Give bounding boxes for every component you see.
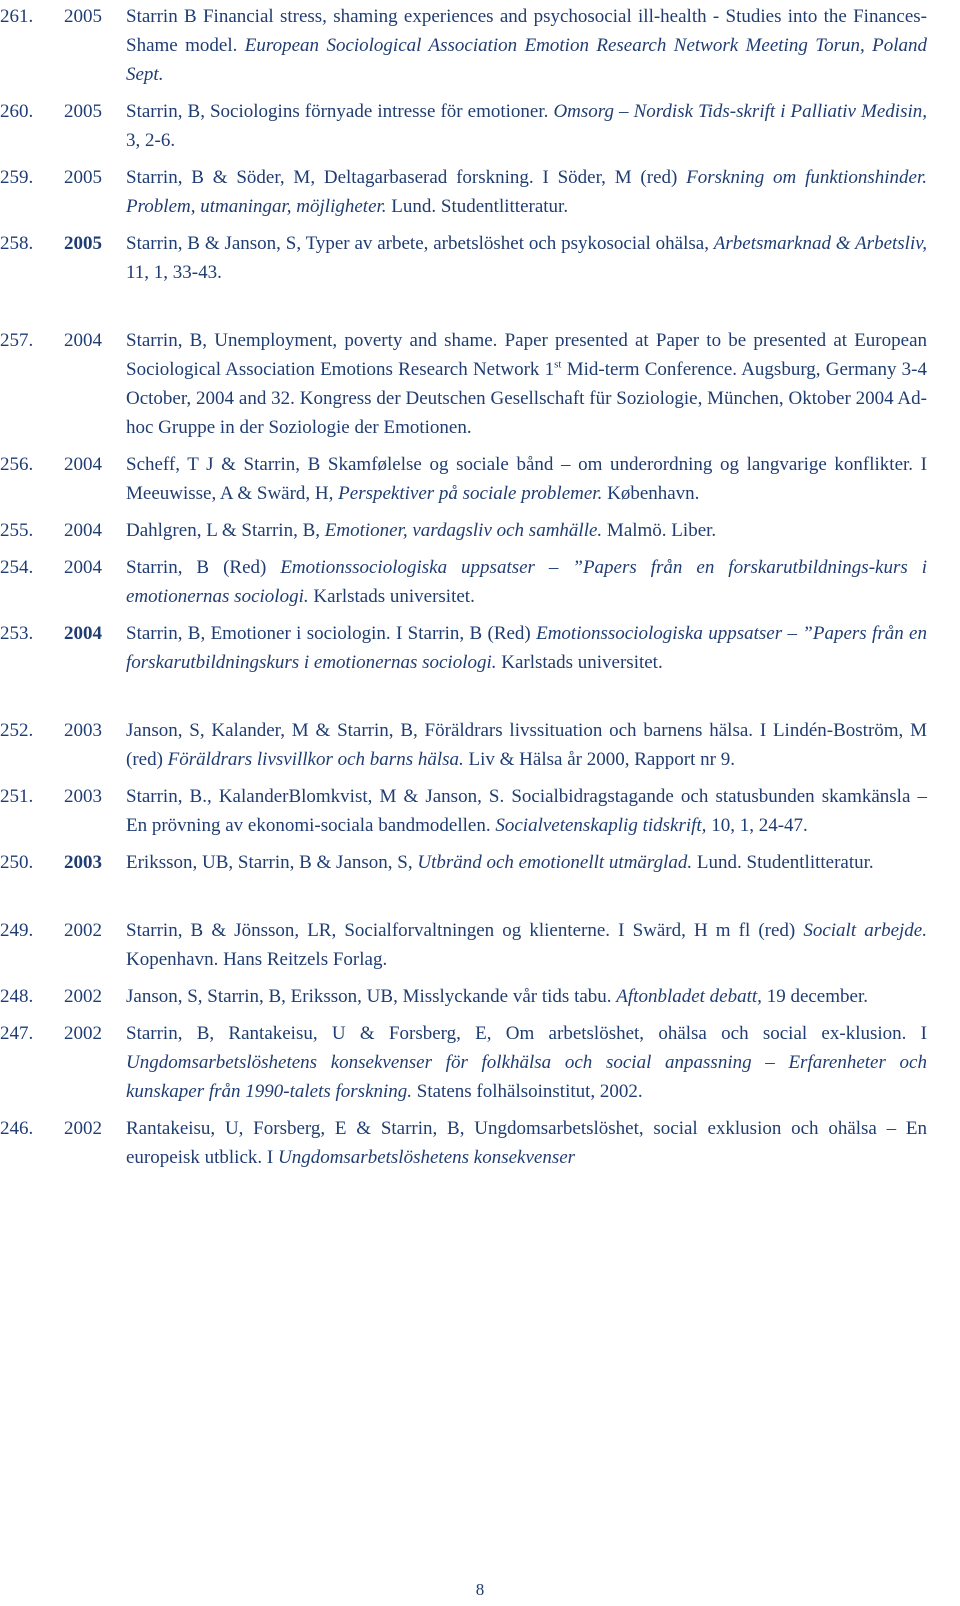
citation-segment: Rantakeisu, U, Forsberg, E & Starrin, B, Ungdomsarbetslöshet, social exklusion och ohälsa – En europeisk utblick. I <box>126 1118 927 1168</box>
citation-segment: Kopenhavn. Hans Reitzels Forlag. <box>126 949 388 970</box>
entry-number: 257. <box>0 330 34 351</box>
citation-italic-segment: European Sociological Association Emotion Research Network Meeting Torun, Poland Sept. <box>126 35 928 85</box>
entry-year: 2004 <box>64 454 102 475</box>
entry-citation <box>126 97 927 155</box>
citation-segment: Statens folhälsoinstitut, 2002. <box>412 1081 643 1102</box>
citation-segment: Karlstads universitet. <box>308 586 475 607</box>
citation-segment: Starrin, B & Janson, S, Typer av arbete, arbetslöshet och psykosocial ohälsa, <box>126 233 714 254</box>
entry-number: 259. <box>0 167 34 188</box>
publication-list <box>0 2 960 1180</box>
citation-italic-segment: Socialt arbejde. <box>803 920 927 941</box>
entry-year: 2002 <box>64 920 102 941</box>
entry-number: 255. <box>0 520 34 541</box>
publication-entry <box>0 450 960 508</box>
page-number: 8 <box>475 1580 485 1599</box>
publication-entry <box>0 2 960 89</box>
entry-year: 2002 <box>64 1023 102 1044</box>
entry-year: 2005 <box>64 101 102 122</box>
entry-number: 251. <box>0 786 34 807</box>
citation-segment: Janson, S, Kalander, M & Starrin, B, Föräldrars livssituation och barnens hälsa. I Lindén-Boström, M (red) <box>126 720 927 770</box>
entry-year: 2003 <box>64 852 102 873</box>
entry-citation <box>126 782 927 840</box>
entry-number: 252. <box>0 720 34 741</box>
entry-year: 2002 <box>64 986 102 1007</box>
citation-segment: Dahlgren, L & Starrin, B, <box>126 520 325 541</box>
citation-segment: Starrin, B & Jönsson, LR, Socialforvaltningen og klienterne. I Swärd, H m fl (red) <box>126 920 804 941</box>
entry-number: 249. <box>0 920 34 941</box>
entry-number: 248. <box>0 986 34 1007</box>
entry-number: 261. <box>0 6 34 27</box>
entry-citation <box>126 848 927 877</box>
entry-number: 258. <box>0 233 34 254</box>
citation-segment: Starrin, B & Söder, M, Deltagarbaserad forskning. I Söder, M (red) <box>126 167 687 188</box>
entry-citation <box>126 553 927 611</box>
citation-segment: Lund. Studentlitteratur. <box>386 196 569 217</box>
publication-entry <box>0 982 960 1011</box>
citation-italic-segment: Emotionssociologiska uppsatser – ”Papers från en forskarutbildningskurs i emotionernas sociologi. <box>126 623 927 673</box>
citation-segment: Malmö. Liber. <box>602 520 717 541</box>
citation-segment: 3, 2-6. <box>126 130 176 151</box>
entry-year: 2004 <box>64 557 102 578</box>
entry-citation <box>126 229 927 287</box>
citation-italic-segment: Socialvetenskaplig tidskrift, <box>495 815 707 836</box>
citation-italic-segment: Emotionssociologiska uppsatser – ”Papers från en forskarutbildnings-kurs i emotionernas sociologi. <box>126 557 927 607</box>
publication-entry <box>0 229 960 287</box>
citation-segment: Starrin, B, Unemployment, poverty and shame. Paper presented at Paper to be presented at European Sociological Association Emotions Research Network 1 <box>126 330 927 380</box>
entry-citation <box>126 326 927 442</box>
citation-segment: København. <box>602 483 700 504</box>
entry-year: 2004 <box>64 520 102 541</box>
citation-segment: Scheff, T J & Starrin, B Skamfølelse og sociale bånd – om underordning og langvarige konflikter. I Meeuwisse, A & Swärd, H, <box>126 454 927 504</box>
citation-italic-segment: Perspektiver på sociale problemer. <box>338 483 603 504</box>
publication-entry <box>0 848 960 877</box>
entry-citation <box>126 516 927 545</box>
citation-segment: Janson, S, Starrin, B, Eriksson, UB, Misslyckande vår tids tabu. <box>126 986 617 1007</box>
citation-italic-segment: Forskning om funktionshinder. Problem, utmaningar, möjligheter. <box>126 167 927 217</box>
entry-number: 254. <box>0 557 34 578</box>
citation-superscript: st <box>554 358 562 371</box>
citation-segment: Starrin, B (Red) <box>126 557 281 578</box>
citation-segment: Mid-term Conference. Augsburg, Germany 3-4 October, 2004 and 32. Kongress der Deutschen Gesellschaft für Soziologie, München, Oktober 2004 Ad-hoc Gruppe in der Soziologie der Emotionen. <box>126 359 928 438</box>
entry-citation <box>126 450 927 508</box>
citation-italic-segment: Aftonbladet debatt, <box>616 986 762 1007</box>
publication-entry <box>0 716 960 774</box>
entry-number: 250. <box>0 852 34 873</box>
entry-citation <box>126 982 927 1011</box>
citation-italic-segment: Utbränd och emotionellt utmärglad. <box>417 852 693 873</box>
entry-citation <box>126 2 927 89</box>
citation-segment: Starrin, B, Emotioner i sociologin. I Starrin, B (Red) <box>126 623 537 644</box>
citation-segment: Eriksson, UB, Starrin, B & Janson, S, <box>126 852 418 873</box>
entry-year: 2004 <box>64 623 102 644</box>
entry-number: 253. <box>0 623 34 644</box>
citation-segment: Starrin B Financial stress, shaming experiences and psychosocial ill-health - Studies into the Finances-Shame model. <box>126 6 927 56</box>
publication-entry <box>0 326 960 442</box>
citation-italic-segment: Emotioner, vardagsliv och samhälle. <box>324 520 603 541</box>
entry-year: 2003 <box>64 786 102 807</box>
entry-citation <box>126 1019 927 1106</box>
citation-italic-segment: Ungdomsarbetslöshetens konsekvenser <box>277 1147 576 1168</box>
citation-segment: Starrin, B, Sociologins förnyade intresse för emotioner. <box>126 101 554 122</box>
citation-italic-segment: Föräldrars livsvillkor och barns hälsa. <box>167 749 464 770</box>
citation-italic-segment: Ungdomsarbetslöshetens konsekvenser för folkhälsa och social anpassning – Erfarenheter och kunskaper från 1990-talets forskning. <box>126 1052 927 1102</box>
citation-segment: Karlstads universitet. <box>496 652 663 673</box>
publication-entry <box>0 163 960 221</box>
entry-year: 2002 <box>64 1118 102 1139</box>
entry-number: 246. <box>0 1118 34 1139</box>
citation-segment: Liv & Hälsa år 2000, Rapport nr 9. <box>463 749 735 770</box>
entry-citation <box>126 1114 927 1172</box>
entry-citation <box>126 163 927 221</box>
publication-entry <box>0 516 960 545</box>
publication-entry <box>0 1114 960 1172</box>
citation-segment: Lund. Studentlitteratur. <box>692 852 874 873</box>
publication-entry <box>0 916 960 974</box>
entry-year: 2005 <box>64 233 102 254</box>
publication-entry <box>0 553 960 611</box>
entry-number: 260. <box>0 101 34 122</box>
citation-italic-segment: Omsorg – Nordisk Tids-skrift i Palliativ Medisin, <box>553 101 927 122</box>
entry-year: 2004 <box>64 330 102 351</box>
entry-number: 247. <box>0 1023 34 1044</box>
citation-segment: 19 december. <box>761 986 868 1007</box>
citation-segment: 10, 1, 24-47. <box>706 815 808 836</box>
publication-entry <box>0 1019 960 1106</box>
publication-entry <box>0 619 960 677</box>
entry-year: 2005 <box>64 167 102 188</box>
citation-italic-segment: Arbetsmarknad & Arbetsliv, <box>713 233 928 254</box>
entry-year: 2003 <box>64 720 102 741</box>
entry-citation <box>126 716 927 774</box>
entry-citation <box>126 619 927 677</box>
citation-segment: Starrin, B, Rantakeisu, U & Forsberg, E, Om arbetslöshet, ohälsa och social ex-klusion. I <box>126 1023 927 1044</box>
publication-entry <box>0 97 960 155</box>
citation-segment: Starrin, B., KalanderBlomkvist, M & Janson, S. Socialbidragstagande och statusbunden skamkänsla – En prövning av ekonomi-sociala bandmodellen. <box>126 786 927 836</box>
publication-entry <box>0 782 960 840</box>
entry-year: 2005 <box>64 6 102 27</box>
entry-number: 256. <box>0 454 34 475</box>
entry-citation <box>126 916 927 974</box>
citation-segment: 11, 1, 33-43. <box>126 262 222 283</box>
